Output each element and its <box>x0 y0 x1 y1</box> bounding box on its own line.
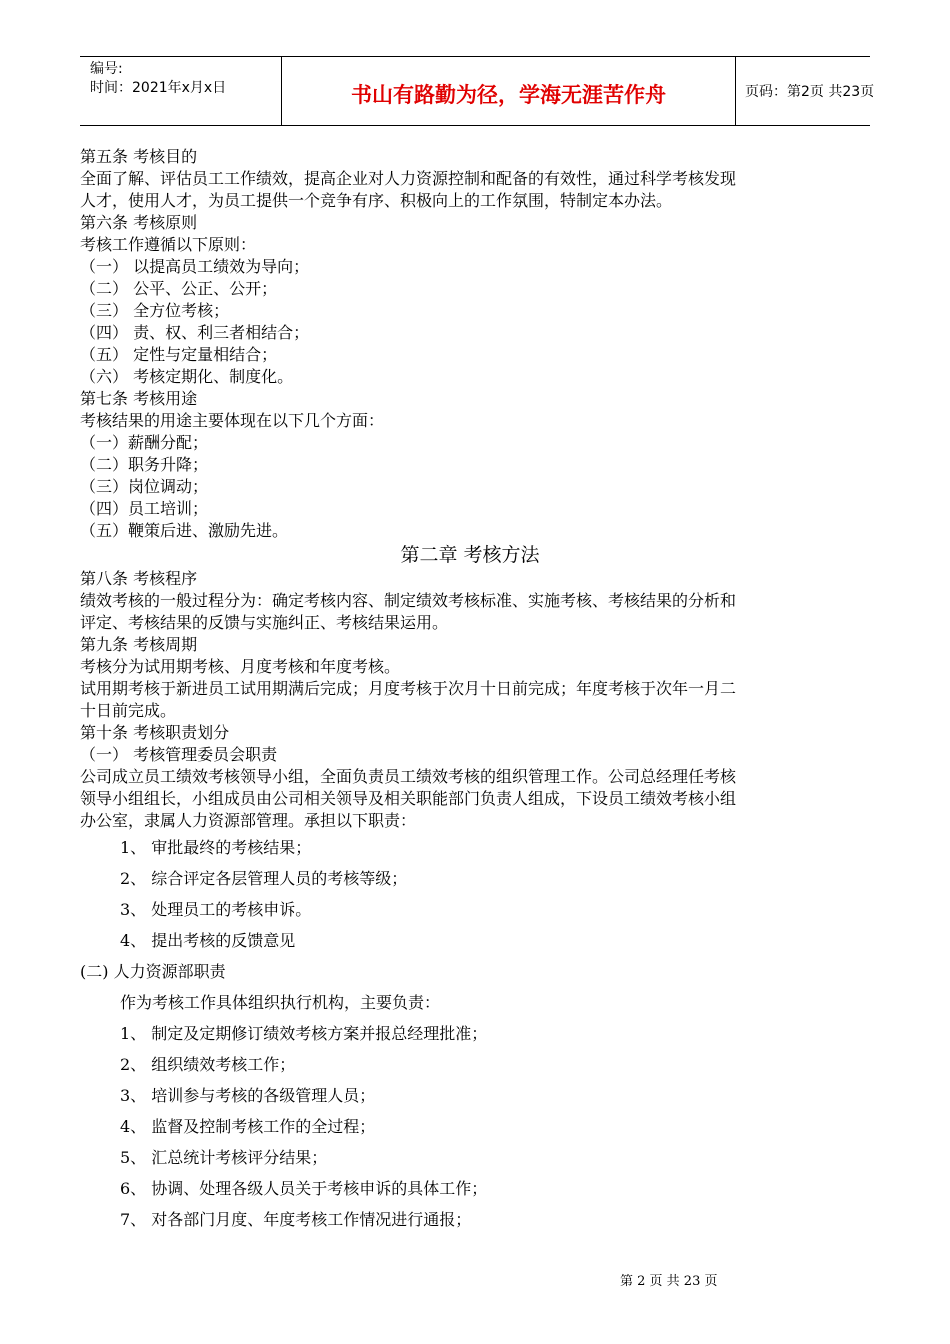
document-body <box>80 146 880 1235</box>
document-time-label: 时间：2021年x月x日 <box>90 80 227 96</box>
article-heading: 第十条 考核职责划分 <box>80 723 230 742</box>
body-paragraph-line: 试用期考核于新进员工试用期满后完成；月度考核于次月十日前完成；年度考核于次年一月二 <box>80 679 737 698</box>
hr-duty-item: 7、 对各部门月度、年度考核工作情况进行通报； <box>120 1210 472 1229</box>
article-heading: 第七条 考核用途 <box>80 389 198 408</box>
committee-duty-item: 3、 处理员工的考核申诉。 <box>120 900 312 919</box>
hr-duty-item: 5、 汇总统计考核评分结果； <box>120 1148 328 1167</box>
hr-duty-item: 3、 培训参与考核的各级管理人员； <box>120 1086 376 1105</box>
header-page-cell <box>735 57 875 125</box>
chapter-title: 第二章 考核方法 <box>400 544 540 566</box>
committee-duty-item: 1、 审批最终的考核结果； <box>120 838 312 857</box>
body-paragraph-line: 十日前完成。 <box>80 701 177 720</box>
list-item: （三）岗位调动； <box>80 477 209 496</box>
article-heading: 第五条 考核目的 <box>80 147 198 166</box>
page-footer: 第 2 页 共 23 页 <box>620 1274 718 1289</box>
article-heading: 第九条 考核周期 <box>80 635 198 654</box>
section-heading: （一） 考核管理委员会职责 <box>80 745 278 764</box>
hr-duty-item: 6、 协调、处理各级人员关于考核申诉的具体工作； <box>120 1179 488 1198</box>
list-item: （一） 以提高员工绩效为导向； <box>80 257 310 276</box>
list-item: （五）鞭策后进、激励先进。 <box>80 521 289 540</box>
body-paragraph-line: 作为考核工作具体组织执行机构，主要负责： <box>120 993 441 1012</box>
body-paragraph-line: 绩效考核的一般过程分为：确定考核内容、制定绩效考核标准、实施考核、考核结果的分析和 <box>80 591 737 610</box>
document-header <box>80 56 875 126</box>
hr-duty-item: 1、 制定及定期修订绩效考核方案并报总经理批准； <box>120 1024 488 1043</box>
body-paragraph-line: 人才，使用人才，为员工提供一个竞争有序、积极向上的工作氛围，特制定本办法。 <box>80 191 673 210</box>
header-page-number: 页码：第2页 共23页 <box>745 84 875 100</box>
body-paragraph-line: 考核结果的用途主要体现在以下几个方面： <box>80 411 385 430</box>
hr-duty-item: 2、 组织绩效考核工作； <box>120 1055 296 1074</box>
committee-duty-item: 4、 提出考核的反馈意见 <box>120 931 296 950</box>
header-motto: 书山有路勤为径，学海无涯苦作舟 <box>351 83 666 107</box>
list-item: （二） 公平、公正、公开； <box>80 279 278 298</box>
body-paragraph-line: 领导小组组长，小组成员由公司相关领导及相关职能部门负责人组成，下设员工绩效考核小组 <box>80 789 737 808</box>
committee-duty-item: 2、 综合评定各层管理人员的考核等级； <box>120 869 408 888</box>
list-item: （六） 考核定期化、制度化。 <box>80 367 294 386</box>
list-item: （三） 全方位考核； <box>80 301 230 320</box>
section-heading: (二) 人力资源部职责 <box>80 962 226 981</box>
list-item: （二）职务升降； <box>80 455 209 474</box>
body-paragraph-line: 办公室，隶属人力资源部管理。承担以下职责： <box>80 811 417 830</box>
header-meta-cell <box>80 57 281 125</box>
body-paragraph-line: 考核工作遵循以下原则： <box>80 235 257 254</box>
list-item: （五） 定性与定量相结合； <box>80 345 278 364</box>
body-paragraph-line: 考核分为试用期考核、月度考核和年度考核。 <box>80 657 401 676</box>
list-item: （四） 责、权、利三者相结合； <box>80 323 310 342</box>
list-item: （一）薪酬分配； <box>80 433 209 452</box>
article-heading: 第八条 考核程序 <box>80 569 198 588</box>
body-paragraph-line: 全面了解、评估员工工作绩效，提高企业对人力资源控制和配备的有效性，通过科学考核发现 <box>80 169 737 188</box>
document-code-label: 编号: <box>90 61 123 77</box>
article-heading: 第六条 考核原则 <box>80 213 198 232</box>
hr-duty-item: 4、 监督及控制考核工作的全过程； <box>120 1117 376 1136</box>
body-paragraph-line: 公司成立员工绩效考核领导小组，全面负责员工绩效考核的组织管理工作。公司总经理任考核 <box>80 767 737 786</box>
body-paragraph-line: 评定、考核结果的反馈与实施纠正、考核结果运用。 <box>80 613 449 632</box>
list-item: （四）员工培训； <box>80 499 209 518</box>
header-motto-cell <box>281 57 736 125</box>
